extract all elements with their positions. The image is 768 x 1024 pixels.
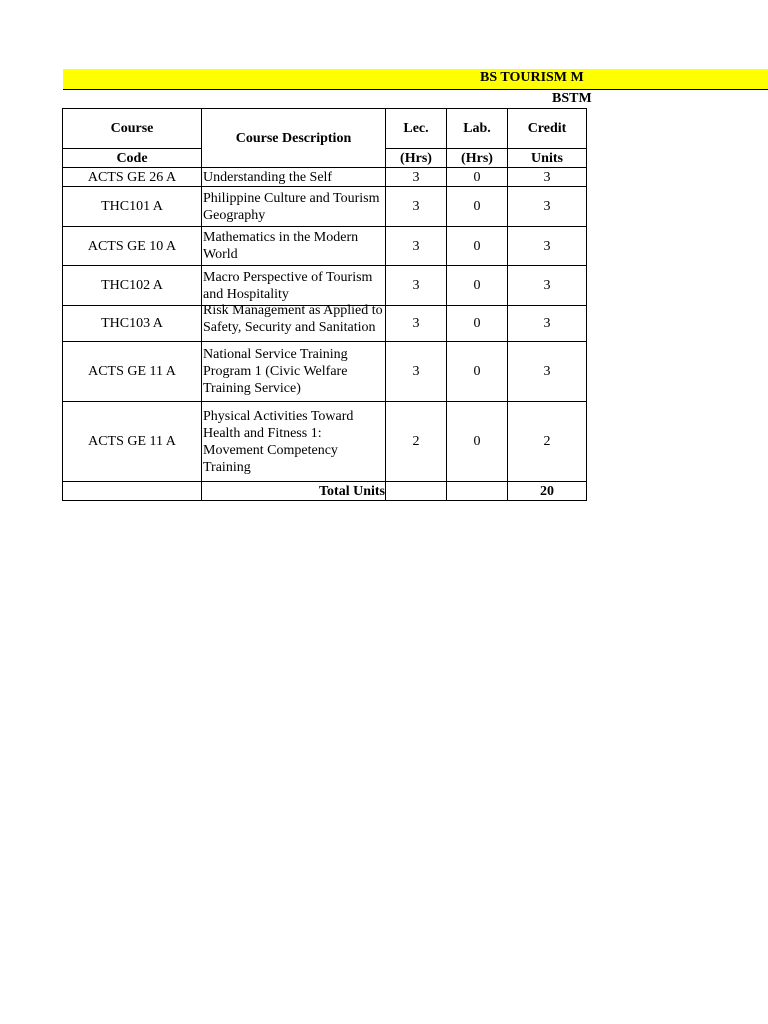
totals-empty-cell <box>63 482 202 501</box>
total-units-label: Total Units <box>202 482 386 501</box>
course-description: National Service Training Program 1 (Civic Welfare Training Service) <box>202 342 386 402</box>
table-row <box>63 266 587 306</box>
lab-hours: 0 <box>447 266 508 306</box>
curriculum-table <box>62 108 587 501</box>
course-description: Risk Management as Applied to Safety, Security and Sanitation <box>203 303 383 335</box>
subtitle-band <box>63 90 592 108</box>
lab-hours: 0 <box>447 187 508 227</box>
units-subheader: Units <box>508 149 587 168</box>
lab-header: Lab. <box>447 109 508 149</box>
credit-units: 3 <box>508 342 587 402</box>
course-code: THC101 A <box>63 187 202 227</box>
course-description: Physical Activities Toward Health and Fitness 1: Movement Competency Training <box>202 402 386 482</box>
credit-units: 3 <box>508 266 587 306</box>
course-description: Mathematics in the Modern World <box>202 227 386 266</box>
lec-header: Lec. <box>386 109 447 149</box>
header-row-top <box>63 109 587 149</box>
table-row <box>63 168 587 187</box>
lec-hours: 3 <box>386 168 447 187</box>
course-description-cell <box>202 303 386 342</box>
lab-hours: 0 <box>447 402 508 482</box>
lab-hours: 0 <box>447 306 508 342</box>
totals-lec-cell <box>386 482 447 501</box>
table-row <box>63 402 587 482</box>
lab-hours: 0 <box>447 227 508 266</box>
course-code: ACTS GE 26 A <box>63 168 202 187</box>
lec-hours: 3 <box>386 266 447 306</box>
totals-row <box>63 482 587 501</box>
course-description: Macro Perspective of Tourism and Hospitality <box>202 266 386 306</box>
table-row <box>63 306 587 342</box>
credit-units: 3 <box>508 227 587 266</box>
lab-hours: 0 <box>447 342 508 402</box>
lec-hours: 3 <box>386 342 447 402</box>
code-subheader: Code <box>63 149 202 168</box>
lab-hours: 0 <box>447 168 508 187</box>
credit-units: 3 <box>508 187 587 227</box>
credit-units: 3 <box>508 168 587 187</box>
table-row <box>63 227 587 266</box>
lec-hours: 3 <box>386 227 447 266</box>
total-units-value: 20 <box>508 482 587 501</box>
title-band <box>63 69 768 90</box>
lec-hours: 2 <box>386 402 447 482</box>
table-row <box>63 187 587 227</box>
credit-units: 2 <box>508 402 587 482</box>
totals-lab-cell <box>447 482 508 501</box>
credit-units: 3 <box>508 306 587 342</box>
course-code: ACTS GE 10 A <box>63 227 202 266</box>
course-code-header: Course <box>63 109 202 149</box>
credit-header: Credit <box>508 109 587 149</box>
course-code: THC103 A <box>63 306 202 342</box>
course-description: Philippine Culture and Tourism Geography <box>202 187 386 227</box>
course-code: THC102 A <box>63 266 202 306</box>
program-code: BSTM <box>552 91 592 106</box>
course-description: Understanding the Self <box>202 168 386 187</box>
course-code: ACTS GE 11 A <box>63 342 202 402</box>
table-row <box>63 342 587 402</box>
lec-subheader: (Hrs) <box>386 149 447 168</box>
program-title: BS TOURISM M <box>480 70 584 85</box>
course-description-header: Course Description <box>202 109 386 168</box>
course-code: ACTS GE 11 A <box>63 402 202 482</box>
lec-hours: 3 <box>386 187 447 227</box>
lec-hours: 3 <box>386 306 447 342</box>
lab-subheader: (Hrs) <box>447 149 508 168</box>
